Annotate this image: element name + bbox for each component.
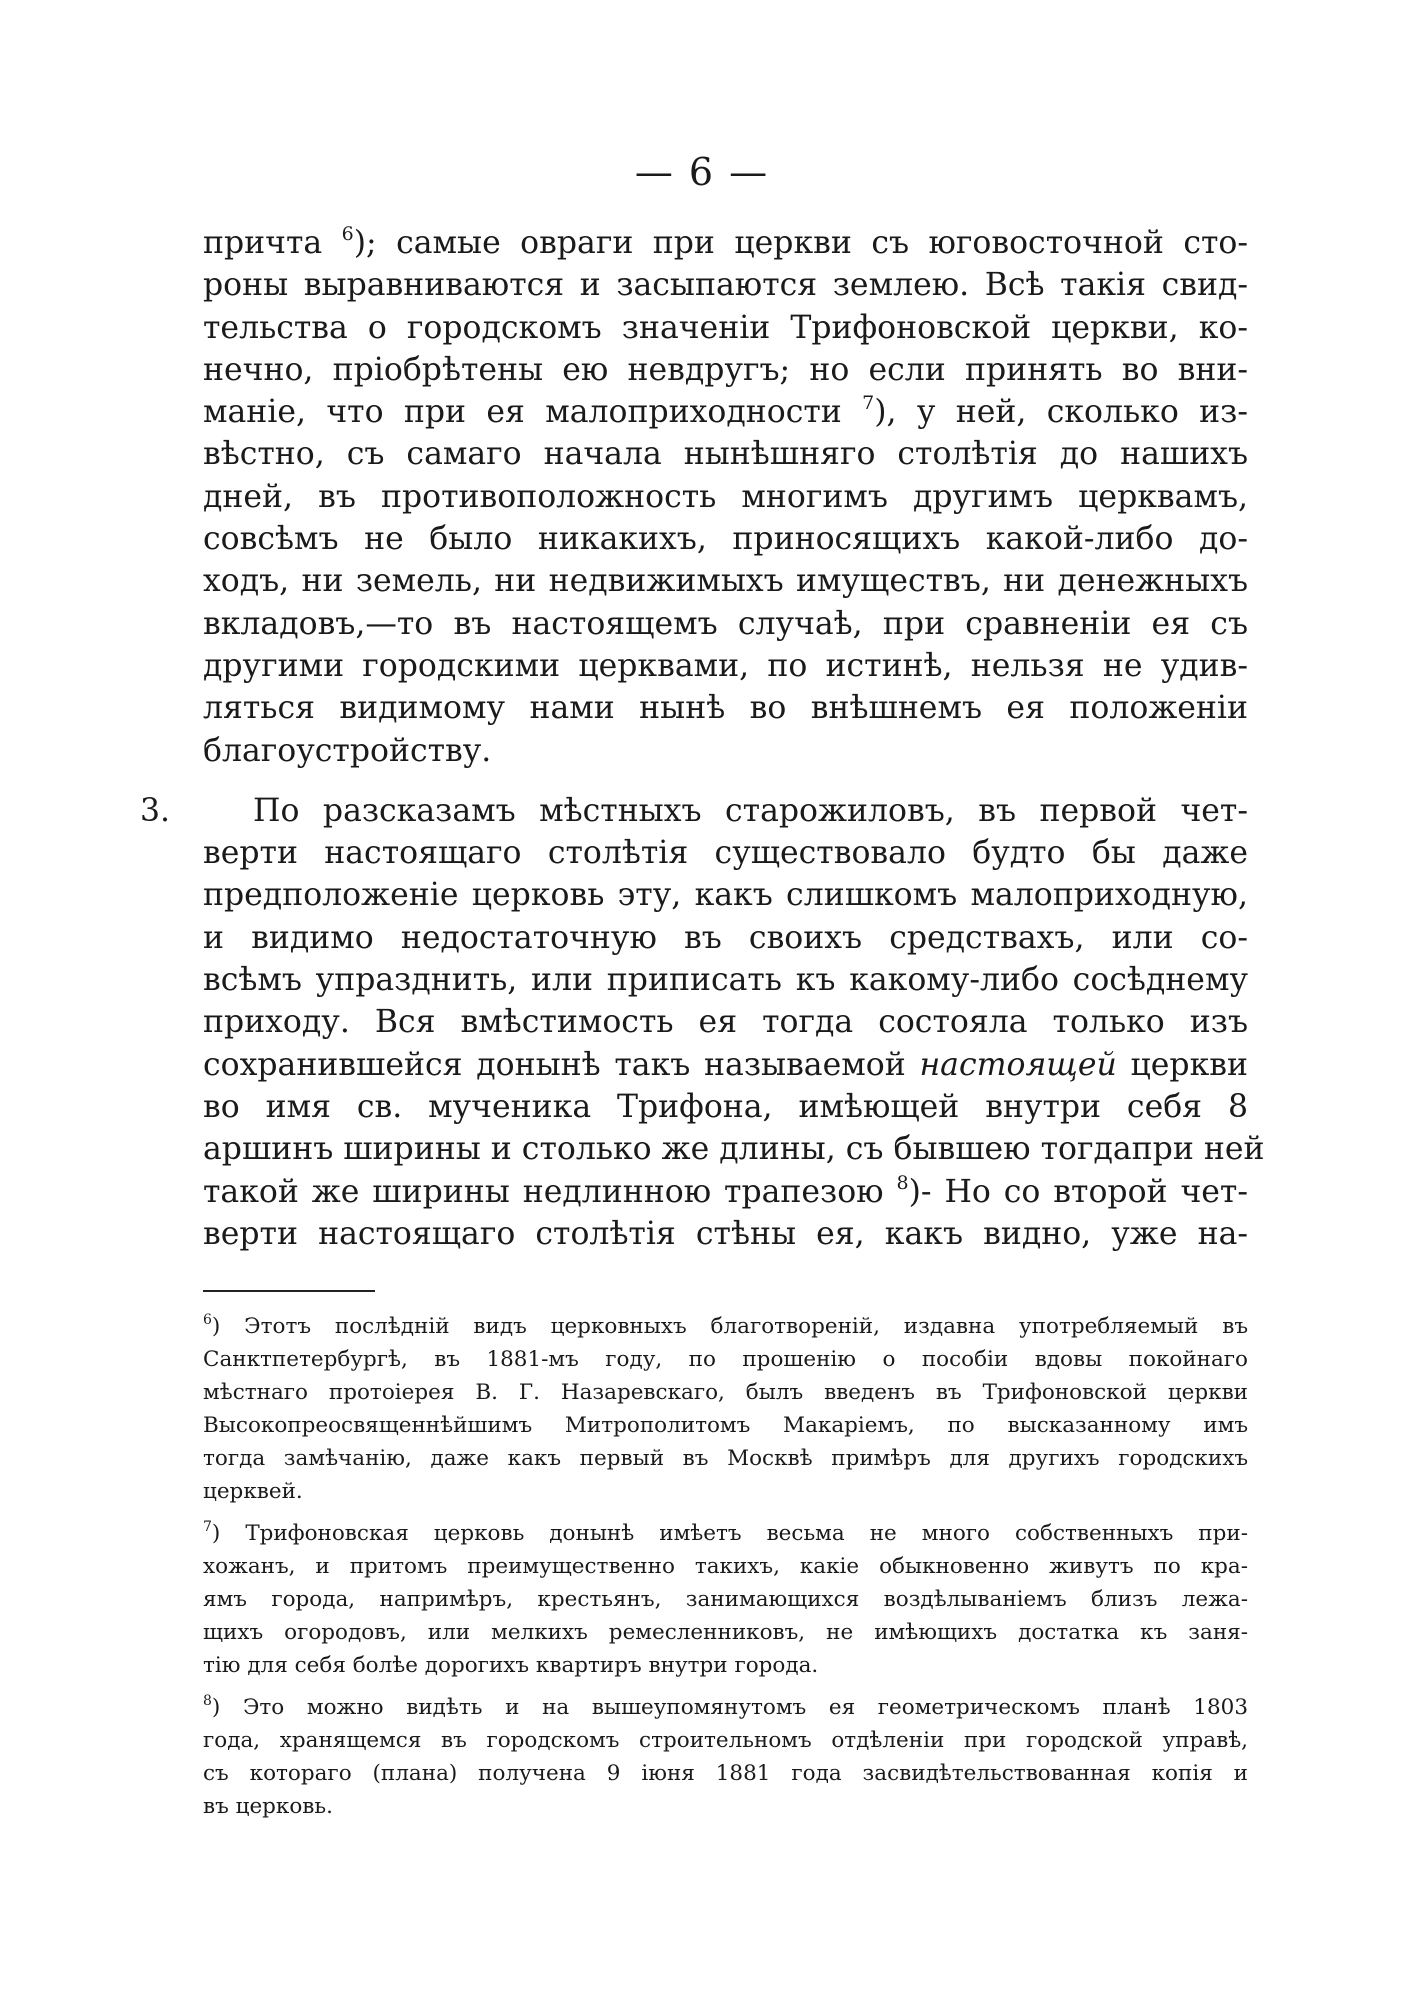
text-line: По разсказамъ мѣстныхъ старожиловъ, въ первой чет- — [253, 792, 1248, 829]
text-line: такой же ширины недлинною трапезою $^8$)- Но со второй чет- — [203, 1171, 1248, 1210]
footnote-line: тогда замѣчанію, даже какъ первый въ Москвѣ примѣръ для другихъ городскихъ — [203, 1446, 1248, 1471]
footnote-ref: 6 — [341, 223, 354, 245]
text-line: приходу. Вся вмѣстимость ея тогда состояла только изъ — [203, 1004, 1248, 1041]
text-line: вкладовъ,—то въ настоящемъ случаѣ, при сравненіи ея съ — [203, 605, 1248, 642]
text-line: тельства о городскомъ значеніи Трифоновской церкви, ко- — [203, 309, 1248, 346]
footnote-line: Санктпетербургѣ, въ 1881-мъ году, по прошенію о пособіи вдовы покойнаго — [203, 1347, 1248, 1372]
footnote-line: хожанъ, и притомъ преимущественно такихъ, какіе обыкновенно живутъ по кра- — [203, 1554, 1248, 1579]
text-line: причта $^6$); самые овраги при церкви съ юговосточной сто- — [203, 223, 1248, 261]
footnote-line: Высокопреосвященнѣйшимъ Митрополитомъ Макаріемъ, по высказанному имъ — [203, 1413, 1248, 1438]
text-line: верти настоящаго столѣтія стѣны ея, какъ видно, уже на- — [203, 1215, 1248, 1252]
text-line: дней, въ противоположность многимъ другимъ церквамъ, — [203, 478, 1248, 515]
footnote-line: года, хранящемся въ городскомъ строительномъ отдѣленіи при городской управѣ, — [203, 1728, 1248, 1753]
text-line: ходъ, ни земель, ни недвижимыхъ имуществъ, ни денежныхъ — [203, 563, 1248, 600]
paragraph-number: 3. — [140, 792, 171, 829]
footnote-line: съ котораго (плана) получена 9 іюня 1881 года засвидѣтельствованная копія и — [203, 1761, 1248, 1786]
text-line: совсѣмъ не было никакихъ, приносящихъ какой-либо до- — [203, 521, 1248, 558]
paragraph-continued — [203, 222, 1248, 772]
text-line: предположеніе церковь эту, какъ слишкомъ малоприходную, — [203, 877, 1248, 914]
footnote-divider — [203, 1290, 375, 1292]
footnote — [203, 1691, 1248, 1823]
footnote — [203, 1310, 1248, 1508]
footnote-line: $^7$) Трифоновская церковь донынѣ имѣетъ весьма не много собственныхъ при- — [203, 1519, 1248, 1546]
footnote-line: ямъ города, напримѣръ, крестьянъ, занимающихся воздѣлываніемъ близъ лежа- — [203, 1587, 1248, 1612]
footnote-line: щихъ огородовъ, или мелкихъ ремесленниковъ, не имѣющихъ достатка къ заня- — [203, 1620, 1248, 1645]
footnotes — [203, 1310, 1248, 1832]
text-line: и видимо недостаточную въ своихъ средствахъ, или со- — [203, 919, 1248, 956]
text-line: всѣмъ упразднить, или приписать къ какому-либо сосѣднему — [203, 962, 1248, 999]
footnote-line: $^8$) Это можно видѣть и на вышеупомянутомъ ея геометрическомъ планѣ 1803 — [203, 1693, 1248, 1720]
text-line: роны выравниваются и засыпаются землею. Всѣ такія свид- — [203, 267, 1248, 304]
footnote-line: $^6$) Этотъ послѣдній видъ церковныхъ благотвореній, издавна употребляемый въ — [203, 1312, 1248, 1339]
footnote — [203, 1517, 1248, 1682]
text-line: верти настоящаго столѣтія существовало будто бы даже — [203, 835, 1248, 872]
footnote-line: въ церковь. — [203, 1794, 333, 1819]
footnote-line: тію для себя болѣе дорогихъ квартиръ внутри города. — [203, 1653, 819, 1678]
text-line: маніе, что при ея малоприходности $^7$), у ней, сколько из- — [203, 392, 1248, 431]
italic-term: настоящей — [919, 1046, 1117, 1083]
footnote-line: церквей. — [203, 1479, 303, 1504]
text-line: нечно, пріобрѣтены ею невдругъ; но если принять во вни- — [203, 351, 1248, 388]
footnote-mark: 7 — [203, 1519, 212, 1535]
page-number: — 6 — — [634, 150, 770, 194]
footnote-mark: 8 — [203, 1693, 212, 1709]
text-line: вѣстно, съ самаго начала нынѣшняго столѣтія до нашихъ — [203, 436, 1248, 473]
main-text — [140, 222, 1265, 1255]
text-line: другими городскими церквами, по истинѣ, нельзя не удив- — [203, 647, 1248, 684]
text-line: сохранившейся донынѣ такъ называемой настоящей церкви — [203, 1046, 1248, 1083]
footnote-mark: 6 — [203, 1312, 212, 1328]
footnote-line: мѣстнаго протоіерея В. Г. Назаревскаго, былъ введенъ въ Трифоновской церкви — [203, 1380, 1248, 1405]
footnote-ref: 8 — [896, 1171, 909, 1194]
text-line: во имя св. мученика Трифона, имѣющей внутри себя 8 — [203, 1088, 1248, 1125]
text-line: ляться видимому нами нынѣ во внѣшнемъ ея положеніи — [203, 690, 1248, 727]
paragraph-3 — [140, 790, 1265, 1255]
text-line: аршинъ ширины и столько же длины, съ бывшею тогдапри ней — [203, 1131, 1265, 1168]
text-line: благоустройству. — [203, 732, 492, 769]
footnote-ref: 7 — [862, 392, 875, 415]
